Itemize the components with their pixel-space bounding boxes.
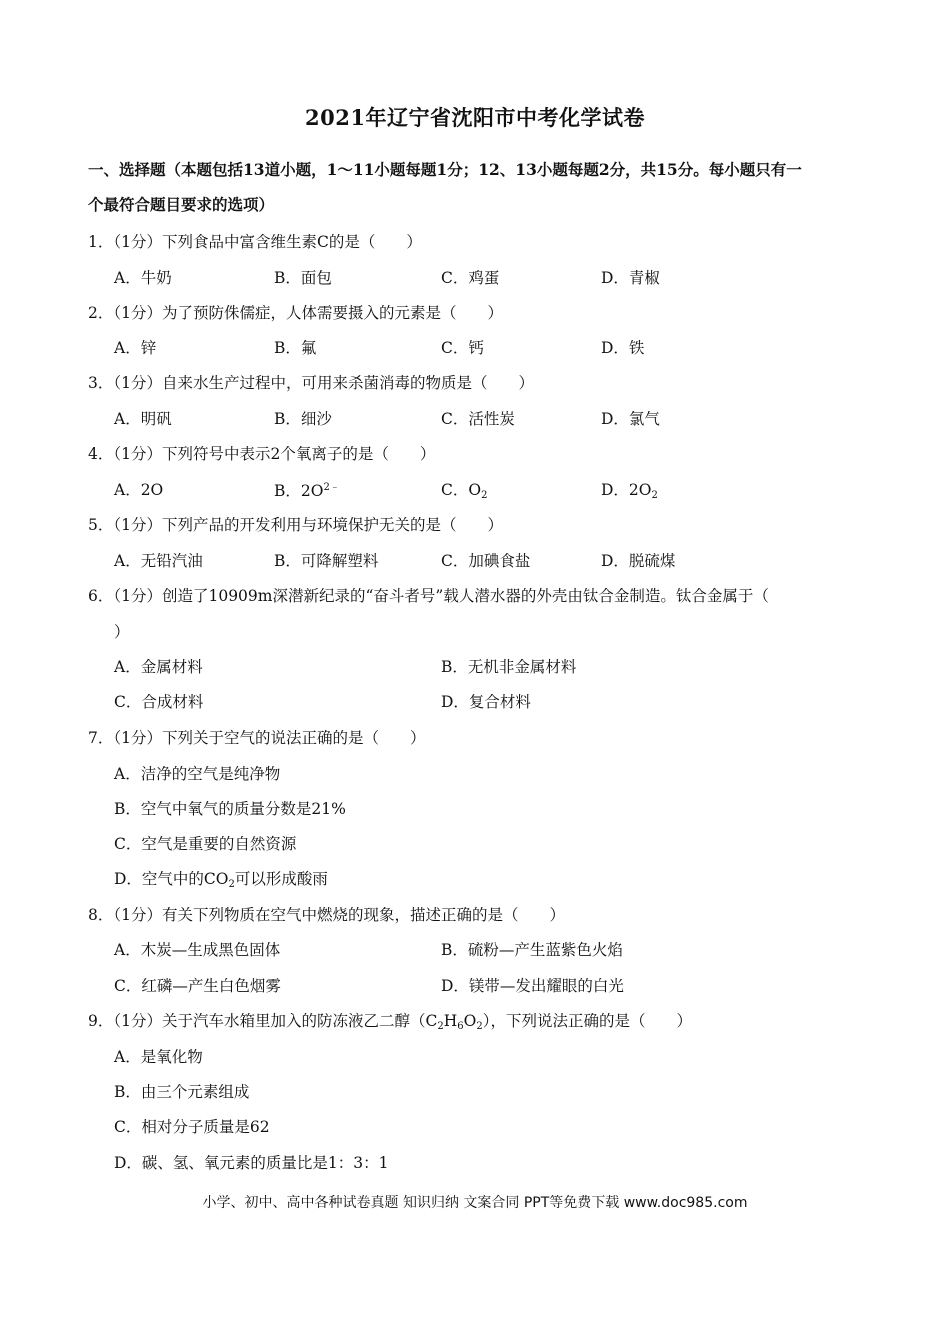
option: C．鸡蛋 <box>441 269 500 287</box>
option: B．硫粉—产生蓝紫色火焰 <box>441 941 623 959</box>
option-text: B．2O <box>274 482 324 500</box>
option: C．红磷—产生白色烟雾 <box>114 977 281 995</box>
option <box>114 867 328 890</box>
option: B．细沙 <box>274 410 332 428</box>
question-stem-cont: ） <box>114 623 130 641</box>
option: B．氟 <box>274 339 317 357</box>
option: C．空气是重要的自然资源 <box>114 835 297 853</box>
formula-o: O <box>463 1012 477 1030</box>
question-stem: 6．（1分）创造了10909m深潜新纪录的“奋斗者号”载人潜水器的外壳由钛合金制造。钛合金属于（ <box>88 587 769 605</box>
option: A．金属材料 <box>114 658 203 676</box>
section-heading <box>88 152 878 222</box>
option: C．相对分子质量是62 <box>114 1118 270 1136</box>
option: D．脱硫煤 <box>601 552 676 570</box>
option: B．无机非金属材料 <box>441 658 577 676</box>
question-stem: 8．（1分）有关下列物质在空气中燃烧的现象，描述正确的是（ ） <box>88 906 565 924</box>
option: D．碳、氢、氧元素的质量比是1：3：1 <box>114 1154 389 1172</box>
option: C．钙 <box>441 339 484 357</box>
stem-text: 9．（1分）关于汽车水箱里加入的防冻液乙二醇（C <box>88 1012 438 1030</box>
stem-text-tail: ），下列说法正确的是（ ） <box>482 1012 692 1030</box>
question-stem: 4．（1分）下列符号中表示2个氧离子的是（ ） <box>88 445 436 463</box>
subscript: 2 <box>481 490 488 501</box>
formula-h: H <box>443 1012 458 1030</box>
option-text-tail: 可以形成酸雨 <box>234 870 328 888</box>
question-stem: 3．（1分）自来水生产过程中，可用来杀菌消毒的物质是（ ） <box>88 374 534 392</box>
subscript: 2 <box>476 1021 483 1032</box>
superscript: 2﹣ <box>323 482 340 493</box>
question-stem: 5．（1分）下列产品的开发利用与环境保护无关的是（ ） <box>88 516 503 534</box>
option: B．由三个元素组成 <box>114 1083 250 1101</box>
option <box>441 478 487 501</box>
page-footer: 小学、初中、高中各种试卷真题 知识归纳 文案合同 PPT等免费下载 www.doc985.com <box>202 1195 748 1211</box>
question-stem <box>88 1009 692 1032</box>
option: C．加碘食盐 <box>441 552 531 570</box>
option: A．是氧化物 <box>114 1048 203 1066</box>
option: C．活性炭 <box>441 410 515 428</box>
option-text: D．空气中的CO <box>114 870 229 888</box>
option: D．铁 <box>601 339 645 357</box>
option: A．2O <box>114 481 164 499</box>
subscript: 2 <box>437 1021 444 1032</box>
option: A．无铅汽油 <box>114 552 203 570</box>
option: D．青椒 <box>601 269 660 287</box>
option: A．锌 <box>114 339 157 357</box>
option: D．镁带—发出耀眼的白光 <box>441 977 624 995</box>
option: A．木炭—生成黑色固体 <box>114 941 281 959</box>
page-title: 2021年辽宁省沈阳市中考化学试卷 <box>305 105 645 130</box>
subscript: 6 <box>457 1021 464 1032</box>
option <box>274 478 340 501</box>
question-stem: 1．（1分）下列食品中富含维生素C的是（ ） <box>88 233 422 251</box>
option: D．氯气 <box>601 410 660 428</box>
option: B．可降解塑料 <box>274 552 379 570</box>
subscript: 2 <box>651 490 658 501</box>
option: C．合成材料 <box>114 693 204 711</box>
option-text: D．2O <box>601 481 652 499</box>
option: B．空气中氧气的质量分数是21% <box>114 800 346 818</box>
question-stem: 2．（1分）为了预防侏儒症，人体需要摄入的元素是（ ） <box>88 304 503 322</box>
question-stem: 7．（1分）下列关于空气的说法正确的是（ ） <box>88 729 426 747</box>
subscript: 2 <box>228 879 235 890</box>
option: A．牛奶 <box>114 269 172 287</box>
option-text: C．O <box>441 481 482 499</box>
option <box>601 478 658 501</box>
option: A．明矾 <box>114 410 172 428</box>
section-heading-line2: 个最符合题目要求的选项） <box>88 195 275 214</box>
option: D．复合材料 <box>441 693 531 711</box>
section-heading-line1: 一、选择题（本题包括13道小题，1～11小题每题1分；12、13小题每题2分，共15分。每小题只有一 <box>88 160 802 179</box>
option: B．面包 <box>274 269 332 287</box>
option: A．洁净的空气是纯净物 <box>114 765 281 783</box>
